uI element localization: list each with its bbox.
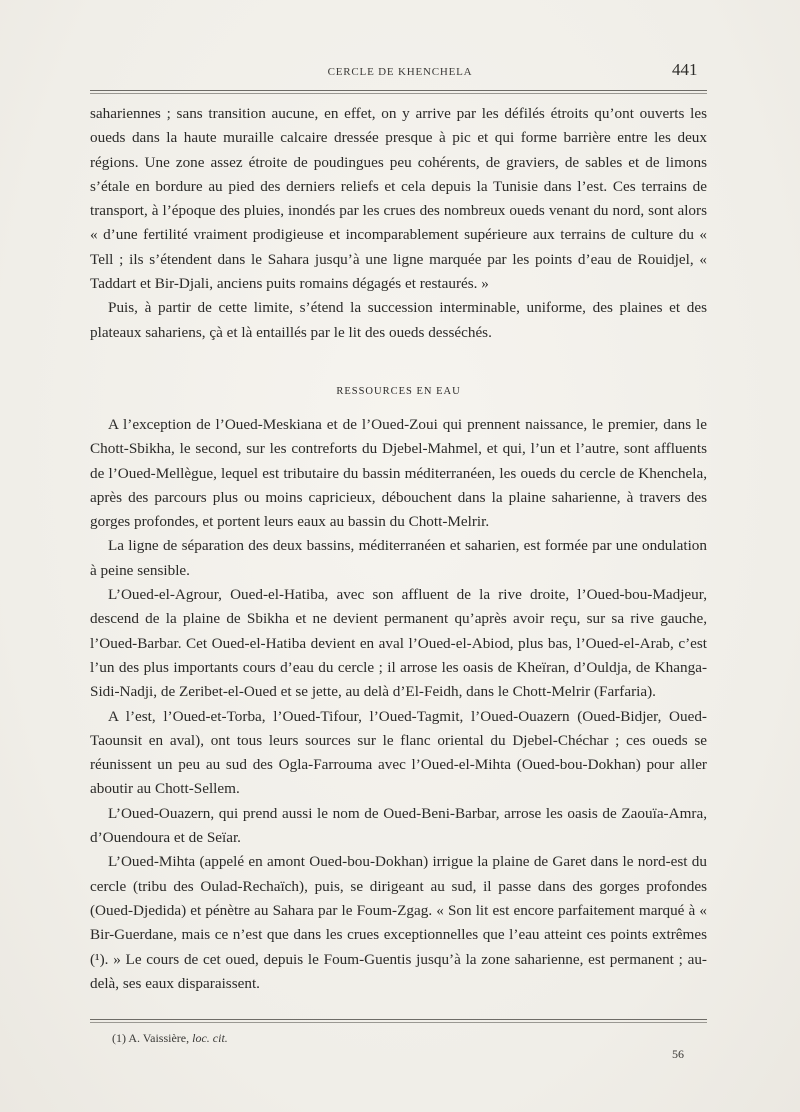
footnote-rule: [90, 1019, 707, 1020]
page-number: 441: [672, 60, 698, 79]
signature-mark: 56: [672, 1047, 684, 1061]
paragraph: L’Oued-Mihta (appelé en amont Oued-bou-Dokhan) irrigue la plaine de Garet dans le nord-est du cercle (tribu des Oulad-Rechaïch), puis, se dirigeant au sud, il passe dans des gorges profondes (Oued-Djedida) et pénètre au Sahara par le Foum-Zgag. « Son lit est encore parfaitement marqué à « Bir-Guerdane, mais ce n’est que dans les crues exceptionnelles que l’eau atteint ces points extrêmes (¹). » Le cours de cet oued, depuis le Foum-Guentis jusqu’à la zone saharienne, est permanent ; au-delà, ses eaux disparaissent.: [90, 853, 707, 992]
paragraph: Puis, à partir de cette limite, s’étend la succession interminable, uniforme, des plaines et des plateaux sahariens, çà et là entaillés par le lit des oueds desséchés.: [90, 299, 707, 341]
paragraph: L’Oued-el-Agrour, Oued-el-Hatiba, avec son affluent de la rive droite, l’Oued-bou-Madjeur, descend de la plaine de Sbikha et ne devient permanent qu’après avoir reçu, sur sa rive gauche, l’Oued-Barbar. Cet Oued-el-Hatiba devient en aval l’Oued-el-Abiod, plus bas, l’Oued-el-Arab, c’est l’un des plus importants cours d’eau du cercle ; il arrose les oasis de Kheïran, d’Ouldja, de Khanga-Sidi-Nadji, de Zeribet-el-Oued et se jette, au delà d’El-Feidh, dans le Chott-Melrir (Farfaria).: [90, 586, 707, 701]
header-rule-secondary: [90, 93, 707, 94]
paragraph: A l’est, l’Oued-et-Torba, l’Oued-Tifour, l’Oued-Tagmit, l’Oued-Ouazern (Oued-Bidjer, Oued-Taounsit en aval), ont tous leurs sources sur le flanc oriental du Djebel-Chéchar ; ces oueds se réunissent un peu au sud des Ogla-Farrouma avec l’Oued-el-Mihta (Oued-bou-Dokhan) pour aller aboutir au Chott-Sellem.: [90, 707, 707, 798]
footnote-marker: (1): [112, 1031, 126, 1045]
body-text: [90, 102, 707, 996]
paragraph: L’Oued-Ouazern, qui prend aussi le nom de Oued-Beni-Barbar, arrose les oasis de Zaouïa-Amra, d’Ouendoura et de Seïar.: [90, 804, 707, 847]
footnote-reference: loc. cit.: [192, 1031, 228, 1045]
header-rule: [90, 90, 707, 91]
footnote-rule-secondary: [90, 1022, 707, 1023]
footnote: [112, 1031, 228, 1046]
running-title: CERCLE DE KHENCHELA: [327, 66, 473, 78]
paragraph: A l’exception de l’Oued-Meskiana et de l’Oued-Zoui qui prennent naissance, le premier, dans le Chott-Sbikha, le second, sur les contreforts du Djebel-Mahmel, et qui, l’un et l’autre, sont affluents de l’Oued-Mellègue, lequel est tributaire du bassin méditerranéen, les oueds du cercle de Khenchela, après des parcours plus ou moins capricieux, débouchent dans la plaine saharienne, à travers des gorges profondes, et portent leurs eaux au bassin du Chott-Melrir.: [90, 415, 707, 531]
footnote-author: A. Vaissière,: [128, 1031, 190, 1045]
section-heading: RESSOURCES EN EAU: [336, 385, 461, 397]
paragraph: sahariennes ; sans transition aucune, en effet, on y arrive par les défilés étroits qu’ont ouverts les oueds dans la haute muraille calcaire dressée presque à pic et qui forme barrière entre les deux régions. Une zone assez étroite de poudingues peu cohérents, de graviers, de sables et de limons s’étale en bordure au pied des derniers reliefs et cela depuis la Tunisie dans l’est. Ces terrains de transport, à l’époque des pluies, inondés par les crues des nombreux oueds venant du nord, sont alors « d’une fertilité vraiment prodigieuse et incomparablement supérieure aux terrains de culture du « Tell ; ils s’étendent dans le Sahara jusqu’à une ligne marquée par les points d’eau de Rouidjel, « Taddart et Bir-Djali, anciens puits romains dégagés et restaurés. »: [90, 105, 707, 293]
paragraph: La ligne de séparation des deux bassins, méditerranéen et saharien, est formée par une ondulation à peine sensible.: [90, 537, 707, 579]
